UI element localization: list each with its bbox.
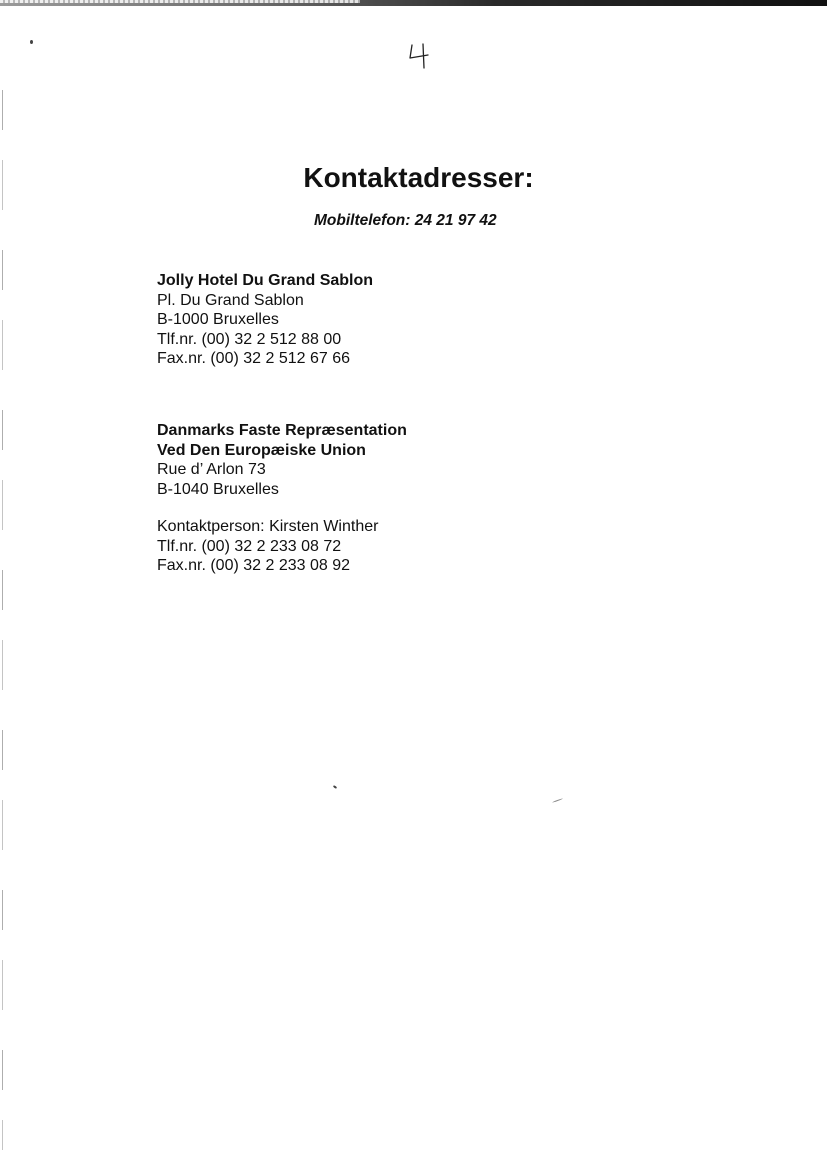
representation-city: B-1040 Bruxelles xyxy=(157,480,279,498)
hotel-street: Pl. Du Grand Sablon xyxy=(157,291,304,309)
scan-speck xyxy=(333,785,337,789)
hotel-name: Jolly Hotel Du Grand Sablon xyxy=(157,272,374,289)
handwritten-page-number xyxy=(408,42,432,70)
representation-name-line2: Ved Den Europæiske Union xyxy=(157,441,366,459)
representation-phone: Tlf.nr. (00) 32 2 233 08 72 xyxy=(157,537,342,555)
representation-contact-block xyxy=(157,517,378,576)
hotel-city: B-1000 Bruxelles xyxy=(157,311,279,328)
scan-speck xyxy=(552,798,563,803)
hotel-phone: Tlf.nr. (00) 32 2 512 88 00 xyxy=(157,330,342,348)
scan-top-edge-noise xyxy=(0,0,360,3)
scan-left-edge xyxy=(2,90,3,1150)
representation-street: Rue d’ Arlon 73 xyxy=(157,461,266,478)
hotel-fax: Fax.nr. (00) 32 2 512 67 66 xyxy=(157,350,351,367)
representation-contact-person: Kontaktperson: Kirsten Winther xyxy=(157,518,379,535)
representation-fax: Fax.nr. (00) 32 2 233 08 92 xyxy=(157,557,351,574)
mobile-phone-line: Mobiltelefon: 24 21 97 42 xyxy=(314,212,497,229)
representation-name-line1: Danmarks Faste Repræsentation xyxy=(157,422,407,439)
hotel-address-block xyxy=(157,271,373,369)
page-title: Kontaktadresser: xyxy=(303,162,534,193)
representation-address-block xyxy=(157,421,407,499)
scan-speck xyxy=(30,40,33,44)
